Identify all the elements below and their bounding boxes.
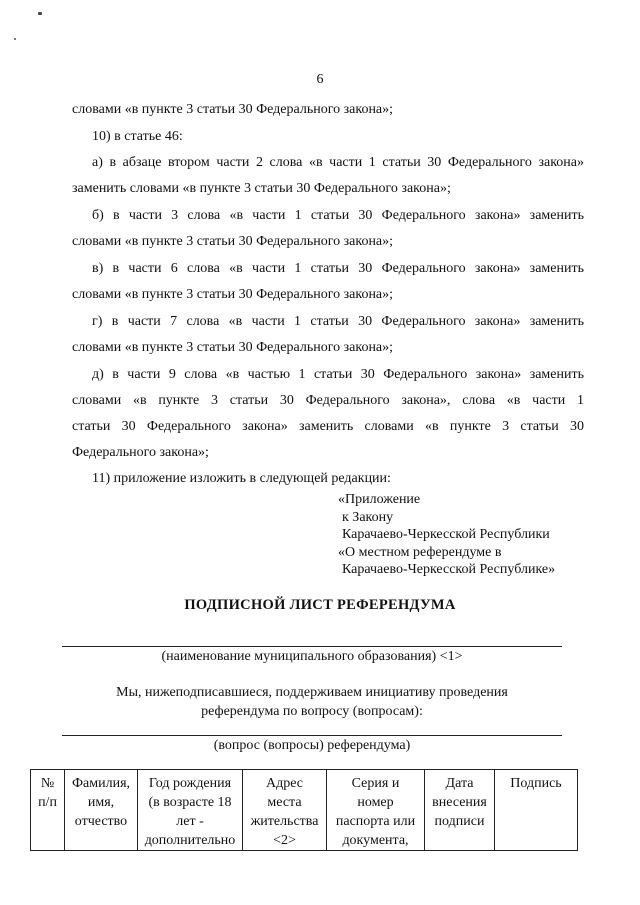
scan-speck: [38, 12, 42, 15]
appendix-heading: [338, 491, 555, 579]
header-line: Фамилия,: [71, 776, 131, 791]
intro-line: Мы, нижеподписавшиеся, поддерживаем инициативу проведения: [116, 685, 508, 700]
header-line: места: [267, 795, 302, 810]
page-number: 6: [316, 72, 324, 87]
header-line: Год рождения: [148, 776, 232, 791]
column-header-number: [31, 770, 65, 851]
header-line: паспорта или: [335, 814, 416, 829]
header-line: внесения: [432, 795, 487, 810]
intro-line: референдума по вопросу (вопросам):: [201, 704, 423, 719]
paragraph-line: словами «в пункте 3 статьи 30 Федерального закона»;: [72, 287, 394, 302]
header-line: жительства: [250, 814, 319, 829]
column-header-signature: [495, 770, 578, 851]
paragraph-line: г) в части 7 слова «в части 1 статьи 30 Федерального закона» заменить: [92, 314, 584, 329]
scan-speck: [14, 38, 16, 40]
form-intro: [62, 683, 562, 721]
paragraph-item-g: [72, 309, 584, 361]
header-line: Подпись: [510, 776, 562, 791]
question-caption: (вопрос (вопросы) референдума): [213, 738, 411, 753]
header-line: №: [40, 776, 55, 791]
column-header-signing-date: [425, 770, 495, 851]
paragraph-item-d: [72, 362, 584, 466]
appendix-line: к Закону: [342, 509, 394, 525]
paragraph-item-b: [72, 203, 584, 255]
appendix-line: Карачаево-Черкесской Республике»: [342, 562, 556, 577]
column-header-address: [243, 770, 327, 851]
paragraph-line: словами «в пункте 3 статьи 30 Федерального закона»;: [72, 234, 394, 249]
paragraph-item-v: [72, 256, 584, 308]
paragraph-line: словами «в пункте 3 статьи 30 Федерального закона», слова «в части 1: [72, 393, 584, 408]
blank-line-question: [62, 735, 562, 736]
column-header-full-name: [65, 770, 138, 851]
header-line: отчество: [74, 814, 128, 829]
appendix-line: «Приложение: [338, 492, 421, 507]
header-line: имя,: [87, 795, 115, 810]
header-line: подписи: [434, 814, 485, 829]
header-line: Адрес: [265, 776, 303, 791]
header-line: (в возрасте 18: [148, 795, 232, 810]
paragraph-item-a: [72, 150, 584, 202]
column-header-birth-year: [138, 770, 243, 851]
appendix-line: Карачаево-Черкесской Республики: [342, 527, 550, 542]
paragraph-line: Федерального закона»;: [72, 445, 209, 460]
header-line: номер: [357, 795, 394, 810]
paragraph-line: в) в части 6 слова «в части 1 статьи 30 Федерального закона» заменить: [92, 261, 584, 276]
header-line: Серия и: [351, 776, 400, 791]
header-line: Дата: [445, 776, 474, 791]
header-line: <2>: [273, 833, 296, 848]
paragraph-item-11: 11) приложение изложить в следующей редакции:: [92, 471, 391, 486]
paragraph-line: заменить словами «в пункте 3 статьи 30 Федерального закона»;: [72, 181, 451, 196]
header-line: лет -: [176, 814, 204, 829]
paragraph-line: а) в абзаце втором части 2 слова «в части 1 статьи 30 Федерального закона»: [92, 155, 584, 170]
header-line: п/п: [38, 795, 57, 810]
table-header-row: [31, 770, 578, 851]
paragraph-line: словами «в пункте 3 статьи 30 Федерального закона»;: [72, 340, 394, 355]
paragraph-line: б) в части 3 слова «в части 1 статьи 30 Федерального закона» заменить: [92, 208, 584, 223]
paragraph-line: д) в части 9 слова «в частью 1 статьи 30 Федерального закона» заменить: [92, 367, 584, 382]
blank-line-municipality: [62, 646, 562, 647]
form-title: ПОДПИСНОЙ ЛИСТ РЕФЕРЕНДУМА: [184, 597, 456, 613]
column-header-passport: [327, 770, 425, 851]
paragraph-line: статьи 30 Федерального закона» заменить словами «в пункте 3 статьи 30: [72, 419, 584, 434]
municipality-caption: (наименование муниципального образования) <1>: [161, 649, 463, 664]
paragraph-item-10: 10) в статье 46:: [92, 129, 183, 144]
header-line: документа,: [342, 833, 409, 848]
paragraph-continuation: словами «в пункте 3 статьи 30 Федерального закона»;: [72, 102, 394, 117]
header-line: дополнительно: [144, 833, 236, 848]
appendix-line: «О местном референдуме в: [338, 544, 502, 560]
signature-table: [30, 769, 578, 851]
